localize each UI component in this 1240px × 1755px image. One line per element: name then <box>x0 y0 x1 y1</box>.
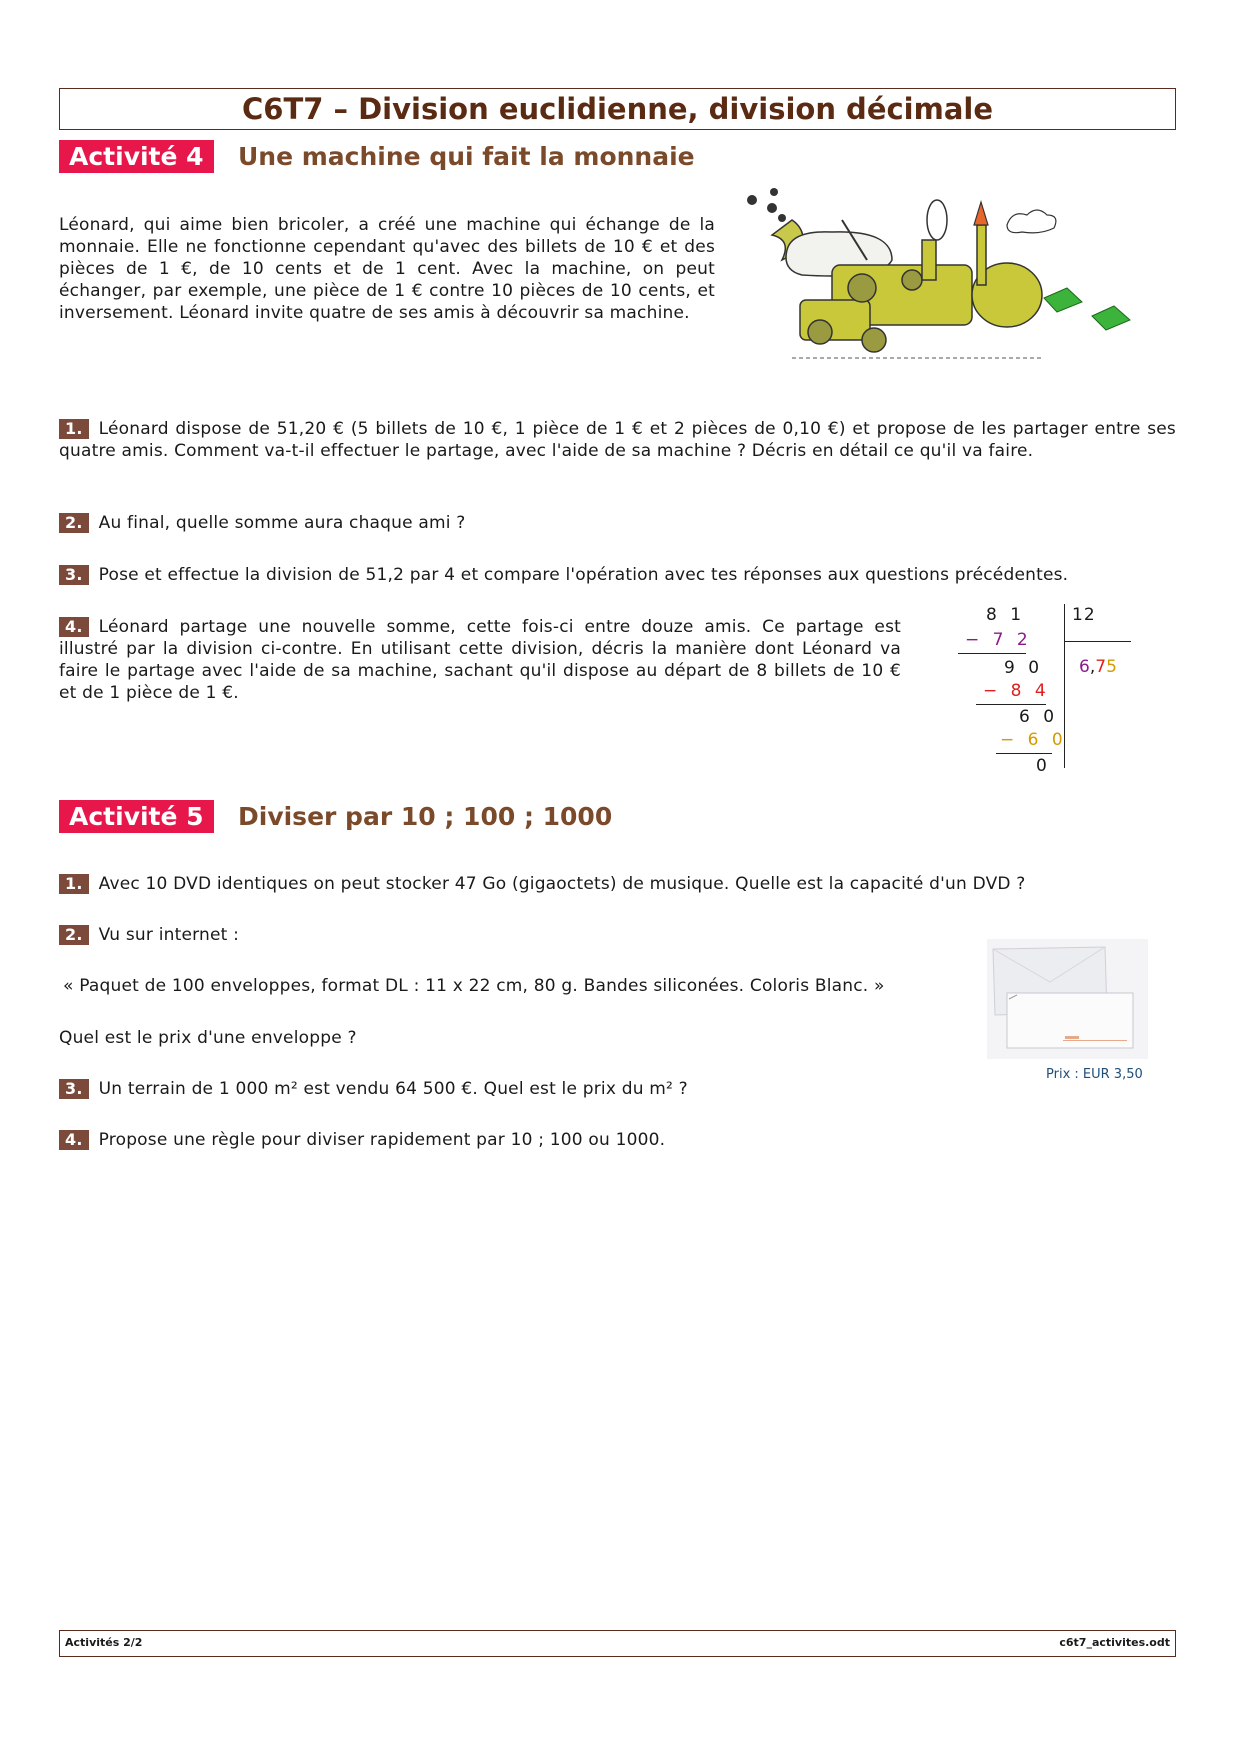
machine-illustration <box>722 180 1142 370</box>
activity-4-title: Une machine qui fait la monnaie <box>238 142 695 171</box>
price-label: Prix : EUR 3,50 <box>1046 1067 1143 1082</box>
activity-5-question-4 <box>59 1129 1176 1151</box>
activity-4-question-3 <box>59 564 1176 586</box>
activity-4-badge: Activité 4 <box>59 140 214 173</box>
question-text: Léonard dispose de 51,20 € (5 billets de 10 €, 1 pièce de 1 € et 2 pièces de 0,10 €) et propose de les partager entre ses quatre amis. Comment va-t-il effectuer le partage, avec l'aide de sa machine ? Décris en détail ce qu'il va faire. <box>59 419 1176 461</box>
activity-5-title: Diviser par 10 ; 100 ; 1000 <box>238 802 613 831</box>
question-text: Vu sur internet : <box>98 925 240 945</box>
page-footer <box>59 1630 1176 1657</box>
footer-right: c6t7_activites.odt <box>1059 1636 1170 1649</box>
page-title: C6T7 – Division euclidienne, division décimale <box>59 88 1176 130</box>
footer-left: Activités 2/2 <box>65 1636 143 1649</box>
question-text: Au final, quelle somme aura chaque ami ? <box>98 513 466 533</box>
activity-4-question-2 <box>59 512 1176 534</box>
activity-5-question-3 <box>59 1078 1059 1100</box>
division-line <box>996 753 1052 754</box>
division-final-rem: 0 <box>1036 756 1051 776</box>
division-line <box>976 704 1046 705</box>
activity-5-question-2b: Quel est le prix d'une enveloppe ? <box>59 1028 357 1048</box>
flying-coins-icon <box>747 188 786 222</box>
question-number: 1. <box>59 419 89 439</box>
question-text: Un terrain de 1 000 m² est vendu 64 500 €. Quel est le prix du m² ? <box>98 1079 688 1099</box>
quotient-d2: 5 <box>1106 657 1117 677</box>
division-step1-sub: − 7 2 <box>965 630 1032 650</box>
activity-5-question-2 <box>59 924 959 946</box>
quotient-int: 6 <box>1079 657 1090 677</box>
question-number: 4. <box>59 1130 89 1150</box>
activity-4-intro: Léonard, qui aime bien bricoler, a créé une machine qui échange de la monnaie. Elle ne fonctionne cependant qu'avec des billets de 10 € et des pièces de 1 €, de 10 cents et de 1 cent. Avec la machine, on peut échanger, par exemple, une pièce de 1 € contre 10 pièces de 10 cents, et inversement. Léonard invite quatre de ses amis à découvrir sa machine. <box>59 215 715 323</box>
division-divisor: 12 <box>1072 605 1096 625</box>
division-divisor-line <box>1065 641 1131 642</box>
quotient-comma: , <box>1089 657 1096 677</box>
division-step2-rem: 6 0 <box>1019 707 1059 727</box>
activity-5-quote: « Paquet de 100 enveloppes, format DL : 11 x 22 cm, 80 g. Bandes siliconées. Coloris Blanc. » <box>63 976 885 996</box>
banknote-icon <box>1044 288 1130 330</box>
question-text: Propose une règle pour diviser rapidement par 10 ; 100 ou 1000. <box>98 1130 666 1150</box>
question-text: Léonard partage une nouvelle somme, cette fois-ci entre douze amis. Ce partage est illustré par la division ci-contre. En utilisant cette division, décris la manière dont Léonard va faire le partage avec l'aide de sa machine, sachant qu'il dispose au départ de 8 billets de 10 € et de 1 pièce de 1 €. <box>59 617 901 703</box>
question-number: 2. <box>59 513 89 533</box>
activity-4-question-4 <box>59 616 901 704</box>
activity-5-badge: Activité 5 <box>59 800 214 833</box>
division-quotient <box>1079 657 1117 677</box>
division-step1-rem: 9 0 <box>1004 658 1044 678</box>
division-step3-sub: − 6 0 <box>1000 730 1067 750</box>
activity-5-question-1 <box>59 873 1176 895</box>
question-number: 2. <box>59 925 89 945</box>
division-dividend: 8 1 <box>986 605 1026 625</box>
activity-4-question-1 <box>59 418 1176 462</box>
division-step2-sub: − 8 4 <box>983 681 1050 701</box>
question-number: 3. <box>59 1079 89 1099</box>
question-number: 1. <box>59 874 89 894</box>
envelope-pack-image <box>985 937 1150 1061</box>
question-number: 4. <box>59 617 89 637</box>
question-number: 3. <box>59 565 89 585</box>
division-line <box>958 653 1026 654</box>
question-text: Avec 10 DVD identiques on peut stocker 47 Go (gigaoctets) de musique. Quelle est la capacité d'un DVD ? <box>98 874 1026 894</box>
question-text: Pose et effectue la division de 51,2 par 4 et compare l'opération avec tes réponses aux questions précédentes. <box>98 565 1069 585</box>
quotient-d1: 7 <box>1095 657 1107 677</box>
